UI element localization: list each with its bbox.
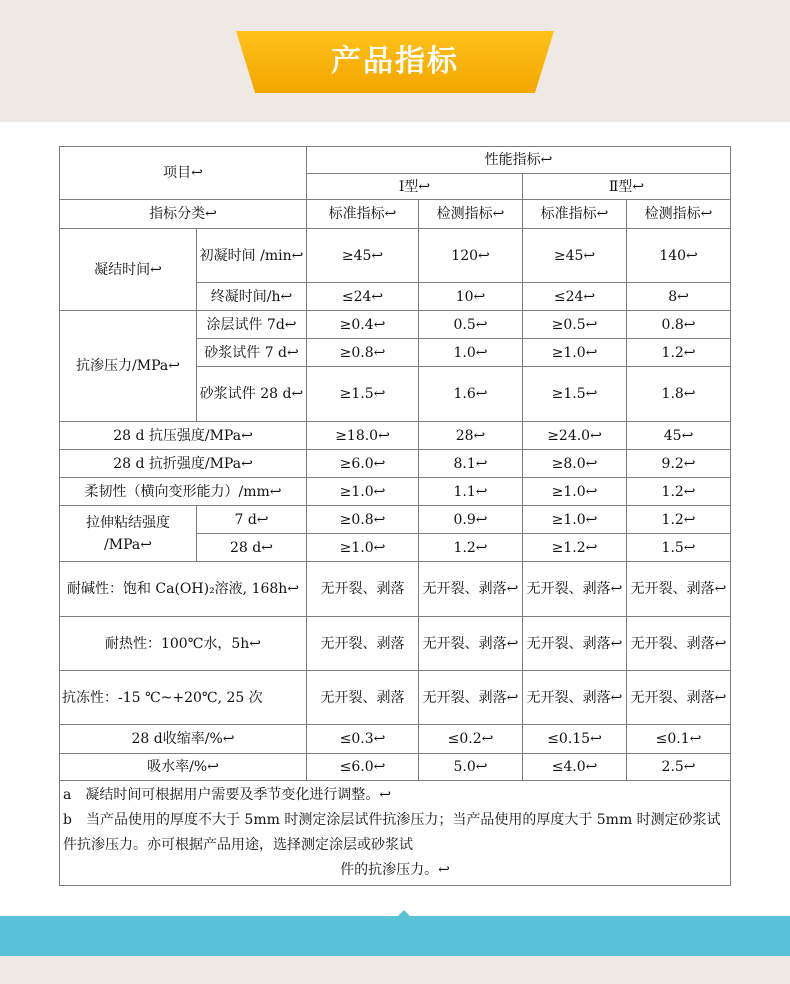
row-label: 吸水率/%↩ bbox=[60, 754, 307, 781]
cell: ≥0.5↩ bbox=[523, 311, 627, 339]
header-test2: 检测指标↩ bbox=[627, 200, 731, 229]
page-title: 产品指标 bbox=[331, 44, 459, 79]
table-row bbox=[60, 450, 731, 478]
note-b: b 当产品使用的厚度不大于 5mm 时测定涂层试件抗渗压力；当产品使用的厚度大于 5mm 时测定砂浆试件抗渗压力。亦可根据产品用途，选择测定涂层或砂浆试 bbox=[63, 812, 721, 853]
cell: ≥6.0↩ bbox=[307, 450, 419, 478]
cell: ≤0.2↩ bbox=[419, 725, 523, 754]
cell: 1.2↩ bbox=[627, 506, 731, 534]
sub-label: 终凝时间/h↩ bbox=[197, 283, 307, 311]
cell: ≥1.0↩ bbox=[307, 478, 419, 506]
cell: 1.5↩ bbox=[627, 534, 731, 562]
note-b-end: 件的抗渗压力。↩ bbox=[340, 862, 450, 878]
cell: 1.1↩ bbox=[419, 478, 523, 506]
table-row bbox=[60, 725, 731, 754]
notes-cell bbox=[60, 781, 731, 886]
cell: 28↩ bbox=[419, 422, 523, 450]
cell: 1.2↩ bbox=[419, 534, 523, 562]
table-row bbox=[60, 671, 731, 725]
cell: ≥0.4↩ bbox=[307, 311, 419, 339]
cell: 无开裂、剥落 bbox=[307, 617, 419, 671]
cell: 0.8↩ bbox=[627, 311, 731, 339]
cell: 无开裂、剥落↩ bbox=[419, 562, 523, 617]
row-label: 凝结时间↩ bbox=[60, 229, 197, 311]
cell: 1.2↩ bbox=[627, 478, 731, 506]
cell: ≥0.8↩ bbox=[307, 339, 419, 367]
cell: 无开裂、剥落↩ bbox=[419, 671, 523, 725]
header-type2: Ⅱ型↩ bbox=[523, 174, 731, 200]
cell: ≥1.0↩ bbox=[307, 534, 419, 562]
table-row bbox=[60, 200, 731, 229]
table-row bbox=[60, 754, 731, 781]
table-row bbox=[60, 562, 731, 617]
cell: ≤0.3↩ bbox=[307, 725, 419, 754]
cell: 无开裂、剥落↩ bbox=[419, 617, 523, 671]
cell: ≥1.2↩ bbox=[523, 534, 627, 562]
table-row bbox=[60, 147, 731, 174]
row-label: 柔韧性（横向变形能力）/mm↩ bbox=[60, 478, 307, 506]
cell: ≥0.8↩ bbox=[307, 506, 419, 534]
cell: 10↩ bbox=[419, 283, 523, 311]
cell: ≥45↩ bbox=[307, 229, 419, 283]
note-a: a 凝结时间可根据用户需要及季节变化进行调整。↩ bbox=[63, 787, 392, 803]
table-row bbox=[60, 478, 731, 506]
spec-table bbox=[59, 146, 731, 886]
cell: ≥1.0↩ bbox=[523, 339, 627, 367]
cell: ≤24↩ bbox=[523, 283, 627, 311]
cell: 2.5↩ bbox=[627, 754, 731, 781]
row-label: 耐热性：100℃水，5h↩ bbox=[60, 617, 307, 671]
table-row bbox=[60, 229, 731, 283]
cell: 无开裂、剥落↩ bbox=[523, 617, 627, 671]
table-row bbox=[60, 617, 731, 671]
sub-label: 砂浆试件 7 d↩ bbox=[197, 339, 307, 367]
cell: ≤24↩ bbox=[307, 283, 419, 311]
cell: ≥8.0↩ bbox=[523, 450, 627, 478]
row-label: 28 d 抗压强度/MPa↩ bbox=[60, 422, 307, 450]
table-row bbox=[60, 422, 731, 450]
footer-band bbox=[0, 956, 790, 984]
cell: 1.6↩ bbox=[419, 367, 523, 422]
cell: 8↩ bbox=[627, 283, 731, 311]
row-label: 拉伸粘结强度 /MPa↩ bbox=[60, 506, 197, 562]
header-std1: 标准指标↩ bbox=[307, 200, 419, 229]
header-performance: 性能指标↩ bbox=[307, 147, 731, 174]
cell: 120↩ bbox=[419, 229, 523, 283]
cell: 1.2↩ bbox=[627, 339, 731, 367]
cell: ≥24.0↩ bbox=[523, 422, 627, 450]
cell: 45↩ bbox=[627, 422, 731, 450]
footer-strip bbox=[0, 916, 790, 956]
table-row bbox=[60, 781, 731, 886]
cell: ≤4.0↩ bbox=[523, 754, 627, 781]
sub-label: 7 d↩ bbox=[197, 506, 307, 534]
cell: 9.2↩ bbox=[627, 450, 731, 478]
row-label: 28 d收缩率/%↩ bbox=[60, 725, 307, 754]
table-row bbox=[60, 311, 731, 339]
header-test1: 检测指标↩ bbox=[419, 200, 523, 229]
row-label: 抗渗压力/MPa↩ bbox=[60, 311, 197, 422]
cell: 无开裂、剥落 bbox=[307, 671, 419, 725]
header-std2: 标准指标↩ bbox=[523, 200, 627, 229]
sub-label: 涂层试件 7d↩ bbox=[197, 311, 307, 339]
cell: 140↩ bbox=[627, 229, 731, 283]
header-category: 指标分类↩ bbox=[60, 200, 307, 229]
cell: 0.5↩ bbox=[419, 311, 523, 339]
cell: ≥1.0↩ bbox=[523, 478, 627, 506]
cell: ≥1.5↩ bbox=[307, 367, 419, 422]
row-label: 28 d 抗折强度/MPa↩ bbox=[60, 450, 307, 478]
cell: 5.0↩ bbox=[419, 754, 523, 781]
cell: 无开裂、剥落↩ bbox=[627, 671, 731, 725]
header-item: 项目↩ bbox=[60, 147, 307, 200]
cell: ≤6.0↩ bbox=[307, 754, 419, 781]
cell: 8.1↩ bbox=[419, 450, 523, 478]
sub-label: 28 d↩ bbox=[197, 534, 307, 562]
cell: ≥1.5↩ bbox=[523, 367, 627, 422]
cell: ≥1.0↩ bbox=[523, 506, 627, 534]
row-label: 抗冻性：-15 ℃~+20℃, 25 次 bbox=[60, 671, 307, 725]
cell: 无开裂、剥落↩ bbox=[523, 562, 627, 617]
row-label: 耐碱性：饱和 Ca(OH)₂溶液, 168h↩ bbox=[60, 562, 307, 617]
cell: 无开裂、剥落 bbox=[307, 562, 419, 617]
cell: ≤0.15↩ bbox=[523, 725, 627, 754]
cell: 0.9↩ bbox=[419, 506, 523, 534]
cell: ≥45↩ bbox=[523, 229, 627, 283]
header-type1: Ⅰ型↩ bbox=[307, 174, 523, 200]
cell: 无开裂、剥落↩ bbox=[627, 562, 731, 617]
sub-label: 砂浆试件 28 d↩ bbox=[197, 367, 307, 422]
cell: ≥18.0↩ bbox=[307, 422, 419, 450]
cell: 1.0↩ bbox=[419, 339, 523, 367]
cell: 1.8↩ bbox=[627, 367, 731, 422]
cell: 无开裂、剥落↩ bbox=[627, 617, 731, 671]
sub-label: 初凝时间 /min↩ bbox=[197, 229, 307, 283]
cell: ≤0.1↩ bbox=[627, 725, 731, 754]
table-row bbox=[60, 506, 731, 534]
cell: 无开裂、剥落↩ bbox=[523, 671, 627, 725]
